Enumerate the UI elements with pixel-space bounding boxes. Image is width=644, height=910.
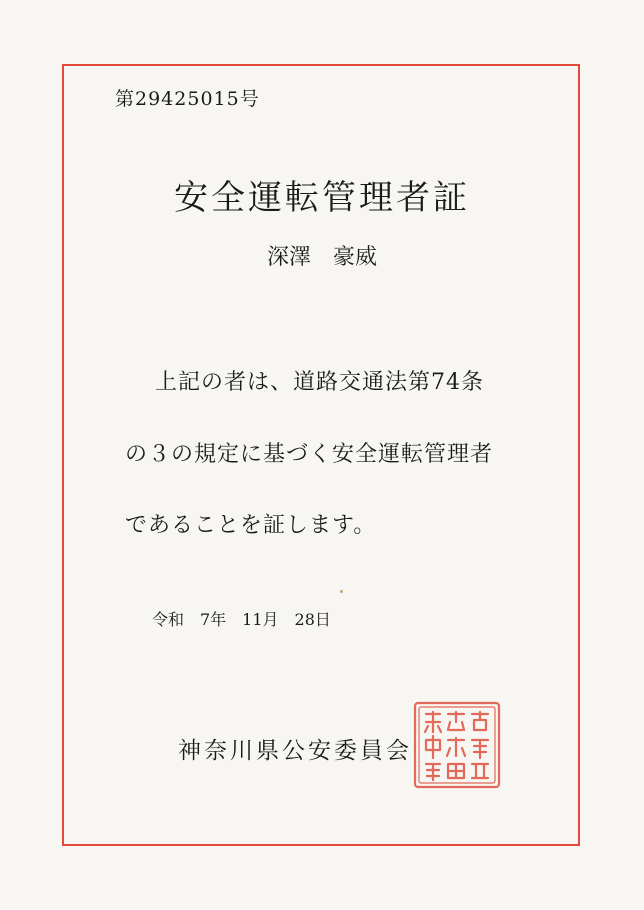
issue-date: 令和 7年 11月 28日 <box>152 610 331 629</box>
issuer-name: 神奈川県公安委員会 <box>178 738 412 764</box>
body-text-line-3: であることを証します。 <box>125 513 377 538</box>
paper-speck <box>340 590 343 593</box>
body-text-line-1: 上記の者は、道路交通法第74条 <box>155 370 484 395</box>
body-text-line-2: の３の規定に基づく安全運転管理者 <box>125 442 494 467</box>
official-seal-stamp <box>412 700 502 790</box>
certificate-number: 第29425015号 <box>115 88 260 110</box>
certificate-title: 安全運転管理者証 <box>174 178 470 218</box>
holder-name: 深澤 豪威 <box>266 245 377 270</box>
